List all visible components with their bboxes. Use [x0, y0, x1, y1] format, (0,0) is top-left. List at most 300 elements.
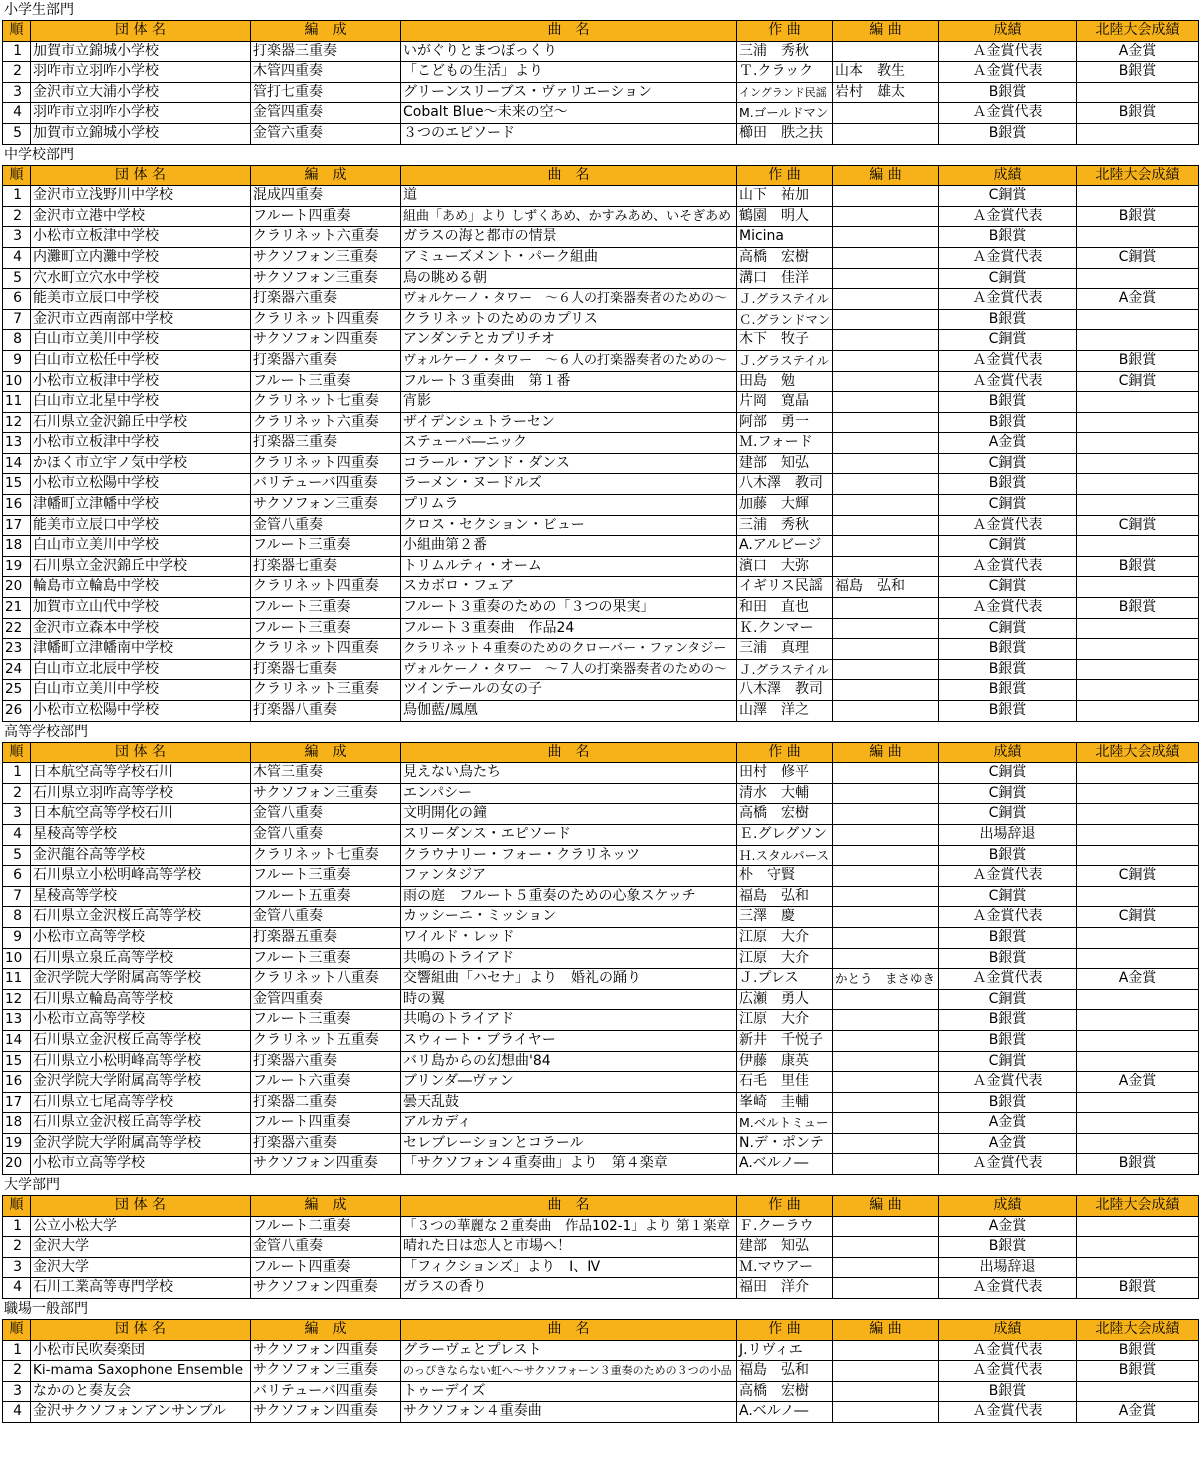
arranger-header: 編 曲 [833, 21, 939, 42]
composer-cell: 八木澤 教司 [737, 474, 833, 495]
piece-title-header: 曲 名 [401, 1196, 737, 1217]
group-name-cell: 小松市立板津中学校 [31, 433, 251, 454]
composer-cell: Ｊ.プレス [737, 969, 833, 990]
order-cell: 4 [3, 1402, 31, 1423]
piece-title-cell: ガラスの香り [401, 1278, 737, 1299]
hokuriku-result-cell: B銀賞 [1077, 1278, 1199, 1299]
group-name-cell: 石川県立金沢桜丘高等学校 [31, 907, 251, 928]
hokuriku-result-cell: B銀賞 [1077, 103, 1199, 124]
arranger-cell [833, 1257, 939, 1278]
piece-title-cell: グラーヴェとプレスト [401, 1340, 737, 1361]
result-cell: Ａ金賞代表 [939, 103, 1077, 124]
group-name-cell: 石川工業高等専門学校 [31, 1278, 251, 1299]
hokuriku-result-cell [1077, 639, 1199, 660]
result-cell: Ａ金賞代表 [939, 206, 1077, 227]
composer-header: 作 曲 [737, 165, 833, 186]
piece-title-cell: 見えない鳥たち [401, 763, 737, 784]
arranger-header: 編 曲 [833, 1196, 939, 1217]
hokuriku-result-cell [1077, 330, 1199, 351]
order-cell: 7 [3, 886, 31, 907]
table-row [3, 453, 1199, 474]
order-cell: 15 [3, 1051, 31, 1072]
order-cell: 17 [3, 1092, 31, 1113]
hokuriku-result-cell [1077, 82, 1199, 103]
composer-cell: 高橋 宏樹 [737, 804, 833, 825]
ensemble-cell: 打楽器七重奏 [251, 659, 401, 680]
hokuriku-result-cell: C銅賞 [1077, 907, 1199, 928]
section-3 [0, 722, 1200, 1175]
ensemble-cell: フルート三重奏 [251, 618, 401, 639]
arranger-cell [833, 886, 939, 907]
composer-cell: 片岡 寛晶 [737, 392, 833, 413]
group-name-header: 団 体 名 [31, 1320, 251, 1341]
group-name-cell: 能美市立辰口中学校 [31, 289, 251, 310]
ensemble-cell: サクソフォン四重奏 [251, 1402, 401, 1423]
piece-title-cell: 共鳴のトライアド [401, 948, 737, 969]
result-cell: C銅賞 [939, 268, 1077, 289]
hokuriku-result-cell [1077, 1237, 1199, 1258]
order-cell: 21 [3, 598, 31, 619]
result-cell: B銀賞 [939, 1381, 1077, 1402]
order-cell: 6 [3, 866, 31, 887]
composer-cell: Ｊ.グラステイル [737, 350, 833, 371]
composer-cell: 福島 弘和 [737, 1361, 833, 1382]
order-cell: 12 [3, 412, 31, 433]
arranger-cell [833, 1154, 939, 1175]
order-cell: 14 [3, 453, 31, 474]
result-cell: C銅賞 [939, 783, 1077, 804]
arranger-cell [833, 639, 939, 660]
hokuriku-result-cell [1077, 268, 1199, 289]
order-cell: 3 [3, 227, 31, 248]
table-row [3, 1092, 1199, 1113]
order-cell: 24 [3, 659, 31, 680]
composer-cell: A.ベルノ― [737, 1402, 833, 1423]
ensemble-cell: サクソフォン三重奏 [251, 495, 401, 516]
ensemble-cell: 金管八重奏 [251, 907, 401, 928]
piece-title-cell: Cobalt Blue～未来の空～ [401, 103, 737, 124]
ensemble-cell: クラリネット六重奏 [251, 227, 401, 248]
piece-title-cell: スリーダンス・エピソード [401, 824, 737, 845]
composer-cell: 山澤 洋之 [737, 701, 833, 722]
arranger-cell [833, 1133, 939, 1154]
arranger-cell [833, 1402, 939, 1423]
composer-cell: Ｊ.グラステイル [737, 289, 833, 310]
result-cell: Ａ金賞代表 [939, 62, 1077, 83]
piece-title-cell: のっぴきならない虹へ～サクソフォーン３重奏のための３つの小品 [401, 1361, 737, 1382]
order-cell: 5 [3, 845, 31, 866]
arranger-cell [833, 907, 939, 928]
arranger-cell [833, 1051, 939, 1072]
group-name-cell: 羽咋市立羽咋小学校 [31, 62, 251, 83]
order-cell: 8 [3, 907, 31, 928]
arranger-header: 編 曲 [833, 742, 939, 763]
piece-title-cell: ワイルド・レッド [401, 927, 737, 948]
table-row [3, 639, 1199, 660]
piece-title-cell: 道 [401, 186, 737, 207]
ensemble-header: 編 成 [251, 21, 401, 42]
group-name-cell: Ki-mama Saxophone Ensemble [31, 1361, 251, 1382]
ensemble-cell: 金管八重奏 [251, 804, 401, 825]
table-row [3, 1113, 1199, 1134]
ensemble-cell: クラリネット四重奏 [251, 309, 401, 330]
table-row [3, 969, 1199, 990]
piece-title-cell: クラリネットのためのカプリス [401, 309, 737, 330]
result-cell: C銅賞 [939, 886, 1077, 907]
ensemble-cell: サクソフォン三重奏 [251, 268, 401, 289]
piece-title-cell: アルカディ [401, 1113, 737, 1134]
group-name-cell: 金沢市立大浦小学校 [31, 82, 251, 103]
hokuriku-result-cell [1077, 1092, 1199, 1113]
group-name-cell: 小松市立板津中学校 [31, 371, 251, 392]
piece-title-cell: 曇天乱鼓 [401, 1092, 737, 1113]
hokuriku-result-header: 北陸大会成績 [1077, 21, 1199, 42]
piece-title-cell: トリムルティ・オーム [401, 556, 737, 577]
arranger-cell: 福島 弘和 [833, 577, 939, 598]
result-cell: Ａ金賞代表 [939, 1072, 1077, 1093]
ensemble-cell: フルート四重奏 [251, 1113, 401, 1134]
group-name-cell: 白山市立松任中学校 [31, 350, 251, 371]
result-cell: B銀賞 [939, 845, 1077, 866]
group-name-cell: 加賀市立山代中学校 [31, 598, 251, 619]
composer-cell: 阿部 勇一 [737, 412, 833, 433]
composer-cell: Ｔ.クラック [737, 62, 833, 83]
hokuriku-result-cell [1077, 412, 1199, 433]
result-header: 成績 [939, 742, 1077, 763]
piece-title-cell: スカボロ・フェア [401, 577, 737, 598]
group-name-cell: なかのと奏友会 [31, 1381, 251, 1402]
order-cell: 26 [3, 701, 31, 722]
hokuriku-result-cell [1077, 989, 1199, 1010]
order-cell: 2 [3, 206, 31, 227]
group-name-cell: 能美市立辰口中学校 [31, 515, 251, 536]
arranger-cell [833, 247, 939, 268]
table-row [3, 515, 1199, 536]
result-cell: Ａ金賞代表 [939, 247, 1077, 268]
piece-title-cell: 交響組曲「ハセナ」より 婚礼の踊り [401, 969, 737, 990]
group-name-cell: 白山市立美川中学校 [31, 536, 251, 557]
composer-cell: 高橋 宏樹 [737, 247, 833, 268]
result-cell: Ａ金賞代表 [939, 556, 1077, 577]
arranger-cell [833, 268, 939, 289]
arranger-cell [833, 392, 939, 413]
ensemble-cell: バリテューバ四重奏 [251, 474, 401, 495]
composer-cell: 三浦 秀秋 [737, 41, 833, 62]
hokuriku-result-cell [1077, 123, 1199, 144]
hokuriku-result-cell [1077, 474, 1199, 495]
table-row [3, 289, 1199, 310]
composer-cell: 八木澤 教司 [737, 680, 833, 701]
composer-cell: 溝口 佳洋 [737, 268, 833, 289]
order-cell: 4 [3, 103, 31, 124]
piece-title-cell: グリーンスリーブス・ヴァリエーション [401, 82, 737, 103]
composer-cell: Ｃ.グランドマン [737, 309, 833, 330]
table-row [3, 1340, 1199, 1361]
ensemble-cell: クラリネット六重奏 [251, 412, 401, 433]
piece-title-cell: ガラスの海と都市の情景 [401, 227, 737, 248]
result-cell: A金賞 [939, 433, 1077, 454]
order-cell: 13 [3, 433, 31, 454]
piece-title-cell: クラウナリー・フォー・クラリネッツ [401, 845, 737, 866]
ensemble-cell: 打楽器三重奏 [251, 433, 401, 454]
hokuriku-result-cell [1077, 495, 1199, 516]
hokuriku-result-cell: B銀賞 [1077, 1154, 1199, 1175]
arranger-cell [833, 804, 939, 825]
piece-title-cell: 「こどもの生活」より [401, 62, 737, 83]
result-cell: Ａ金賞代表 [939, 289, 1077, 310]
table-row [3, 989, 1199, 1010]
result-header: 成績 [939, 1196, 1077, 1217]
hokuriku-result-cell: A金賞 [1077, 41, 1199, 62]
arranger-header: 編 曲 [833, 1320, 939, 1341]
result-cell: B銀賞 [939, 227, 1077, 248]
composer-cell: イギリス民謡 [737, 577, 833, 598]
ensemble-cell: フルート三重奏 [251, 1010, 401, 1031]
table-row [3, 927, 1199, 948]
result-cell: B銀賞 [939, 1010, 1077, 1031]
result-cell: B銀賞 [939, 1092, 1077, 1113]
arranger-cell [833, 474, 939, 495]
piece-title-header: 曲 名 [401, 742, 737, 763]
composer-cell: 石毛 里佳 [737, 1072, 833, 1093]
table-row [3, 1154, 1199, 1175]
table-row [3, 268, 1199, 289]
result-cell: C銅賞 [939, 577, 1077, 598]
table-row [3, 350, 1199, 371]
hokuriku-result-cell [1077, 392, 1199, 413]
table-row [3, 1133, 1199, 1154]
arranger-cell [833, 1010, 939, 1031]
arranger-cell [833, 1278, 939, 1299]
arranger-cell [833, 763, 939, 784]
group-name-cell: 石川県立七尾高等学校 [31, 1092, 251, 1113]
piece-title-cell: 「３つの華麗な２重奏曲 作品102-1」より 第１楽章 [401, 1216, 737, 1237]
composer-cell: Micina [737, 227, 833, 248]
composer-cell: Ｈ.スタルパース [737, 845, 833, 866]
ensemble-cell: クラリネット七重奏 [251, 392, 401, 413]
header-row [3, 21, 1199, 42]
header-row [3, 165, 1199, 186]
piece-title-cell: プリムラ [401, 495, 737, 516]
composer-cell: 三澤 慶 [737, 907, 833, 928]
group-name-cell: 穴水町立穴水中学校 [31, 268, 251, 289]
table-row [3, 1278, 1199, 1299]
table-row [3, 433, 1199, 454]
piece-title-cell: 宵影 [401, 392, 737, 413]
table-row [3, 1361, 1199, 1382]
result-cell: B銀賞 [939, 639, 1077, 660]
group-name-cell: 日本航空高等学校石川 [31, 763, 251, 784]
composer-cell: 三浦 秀秋 [737, 515, 833, 536]
order-cell: 1 [3, 1340, 31, 1361]
group-name-header: 団 体 名 [31, 165, 251, 186]
result-cell: C銅賞 [939, 804, 1077, 825]
ensemble-cell: フルート三重奏 [251, 536, 401, 557]
table-row [3, 206, 1199, 227]
piece-title-cell: フルート３重奏のための「３つの果実」 [401, 598, 737, 619]
piece-title-cell: トゥーデイズ [401, 1381, 737, 1402]
piece-title-cell: バリ島からの幻想曲'84 [401, 1051, 737, 1072]
group-name-cell: 日本航空高等学校石川 [31, 804, 251, 825]
result-cell: 出場辞退 [939, 1257, 1077, 1278]
order-cell: 7 [3, 309, 31, 330]
arranger-cell: 岩村 雄太 [833, 82, 939, 103]
composer-cell: 山下 祐加 [737, 186, 833, 207]
section-title: 大学部門 [4, 1177, 60, 1194]
arranger-cell [833, 1030, 939, 1051]
ensemble-cell: 金管四重奏 [251, 103, 401, 124]
arranger-cell [833, 433, 939, 454]
arranger-cell [833, 824, 939, 845]
group-name-cell: 星稜高等学校 [31, 886, 251, 907]
table-row [3, 227, 1199, 248]
arranger-cell: かとう まさゆき [833, 969, 939, 990]
table-row [3, 474, 1199, 495]
ensemble-cell: フルート二重奏 [251, 1216, 401, 1237]
order-cell: 17 [3, 515, 31, 536]
arranger-cell [833, 659, 939, 680]
group-name-header: 団 体 名 [31, 21, 251, 42]
composer-cell: 建部 知弘 [737, 1237, 833, 1258]
group-name-cell: 金沢市立港中学校 [31, 206, 251, 227]
composer-cell: 建部 知弘 [737, 453, 833, 474]
hokuriku-result-cell [1077, 1381, 1199, 1402]
group-name-cell: 石川県立金沢錦丘中学校 [31, 556, 251, 577]
ensemble-cell: サクソフォン四重奏 [251, 1154, 401, 1175]
group-name-cell: 小松市立板津中学校 [31, 227, 251, 248]
piece-title-cell: セレブレーションとコラール [401, 1133, 737, 1154]
arranger-cell [833, 371, 939, 392]
ensemble-cell: サクソフォン三重奏 [251, 783, 401, 804]
piece-title-cell: 文明開化の鐘 [401, 804, 737, 825]
result-cell: C銅賞 [939, 618, 1077, 639]
result-cell: B銀賞 [939, 123, 1077, 144]
hokuriku-result-cell [1077, 309, 1199, 330]
table-row [3, 701, 1199, 722]
hokuriku-result-cell [1077, 1133, 1199, 1154]
group-name-cell: 金沢学院大学附属高等学校 [31, 1072, 251, 1093]
table-row [3, 907, 1199, 928]
piece-title-cell: 雨の庭 フルート５重奏のための心象スケッチ [401, 886, 737, 907]
ensemble-header: 編 成 [251, 1196, 401, 1217]
arranger-cell [833, 989, 939, 1010]
composer-cell: 濱口 大弥 [737, 556, 833, 577]
group-name-cell: 石川県立金沢錦丘中学校 [31, 412, 251, 433]
hokuriku-result-cell: C銅賞 [1077, 515, 1199, 536]
result-cell: Ａ金賞代表 [939, 598, 1077, 619]
hokuriku-result-cell [1077, 701, 1199, 722]
composer-header: 作 曲 [737, 21, 833, 42]
order-cell: 14 [3, 1030, 31, 1051]
ensemble-cell: サクソフォン三重奏 [251, 247, 401, 268]
table-row [3, 804, 1199, 825]
result-cell: C銅賞 [939, 1051, 1077, 1072]
group-name-cell: 小松市立高等学校 [31, 927, 251, 948]
piece-title-cell: サクソフォン４重奏曲 [401, 1402, 737, 1423]
order-cell: 25 [3, 680, 31, 701]
table-row [3, 1237, 1199, 1258]
table-row [3, 103, 1199, 124]
composer-cell: Ｍ.マウアー [737, 1257, 833, 1278]
table-row [3, 247, 1199, 268]
arranger-cell [833, 1113, 939, 1134]
hokuriku-result-cell: B銀賞 [1077, 598, 1199, 619]
hokuriku-result-cell: B銀賞 [1077, 1340, 1199, 1361]
ensemble-cell: 木管四重奏 [251, 62, 401, 83]
arranger-cell [833, 309, 939, 330]
result-cell: A金賞 [939, 1113, 1077, 1134]
hokuriku-result-cell [1077, 1030, 1199, 1051]
arranger-cell [833, 41, 939, 62]
order-cell: 22 [3, 618, 31, 639]
composer-cell: Ｊ.グラステイル [737, 659, 833, 680]
order-cell: 2 [3, 1237, 31, 1258]
header-row [3, 742, 1199, 763]
table-row [3, 1030, 1199, 1051]
table-row [3, 536, 1199, 557]
group-name-cell: 加賀市立錦城小学校 [31, 41, 251, 62]
composer-cell: 峯崎 圭輔 [737, 1092, 833, 1113]
composer-header: 作 曲 [737, 1320, 833, 1341]
ensemble-header: 編 成 [251, 742, 401, 763]
ensemble-cell: 打楽器六重奏 [251, 350, 401, 371]
table-row [3, 309, 1199, 330]
arranger-cell [833, 701, 939, 722]
ensemble-cell: クラリネット八重奏 [251, 969, 401, 990]
arranger-cell [833, 1216, 939, 1237]
result-cell: C銅賞 [939, 989, 1077, 1010]
order-cell: 6 [3, 289, 31, 310]
arranger-cell [833, 680, 939, 701]
group-name-cell: 石川県立羽咋高等学校 [31, 783, 251, 804]
ensemble-cell: 打楽器六重奏 [251, 1051, 401, 1072]
composer-cell: 清水 大輔 [737, 783, 833, 804]
hokuriku-result-cell [1077, 845, 1199, 866]
order-cell: 18 [3, 1113, 31, 1134]
ensemble-cell: サクソフォン三重奏 [251, 1361, 401, 1382]
section-title: 小学生部門 [4, 2, 74, 18]
hokuriku-result-cell [1077, 618, 1199, 639]
hokuriku-result-cell [1077, 886, 1199, 907]
hokuriku-result-cell: A金賞 [1077, 969, 1199, 990]
hokuriku-result-cell [1077, 824, 1199, 845]
arranger-cell [833, 1072, 939, 1093]
group-name-cell: 白山市立北星中学校 [31, 392, 251, 413]
ensemble-cell: 打楽器二重奏 [251, 1092, 401, 1113]
hokuriku-result-header: 北陸大会成績 [1077, 742, 1199, 763]
piece-title-cell: 時の翼 [401, 989, 737, 1010]
hokuriku-result-cell [1077, 536, 1199, 557]
ensemble-cell: フルート四重奏 [251, 1257, 401, 1278]
result-cell: C銅賞 [939, 186, 1077, 207]
arranger-cell [833, 598, 939, 619]
composer-cell: Ｆ.クーラウ [737, 1216, 833, 1237]
hokuriku-result-cell [1077, 1216, 1199, 1237]
result-cell: Ａ金賞代表 [939, 969, 1077, 990]
group-name-cell: 金沢学院大学附属高等学校 [31, 1133, 251, 1154]
table-row [3, 412, 1199, 433]
piece-title-cell: ３つのエピソード [401, 123, 737, 144]
composer-cell: イングランド民謡 [737, 82, 833, 103]
group-name-cell: 内灘町立内灘中学校 [31, 247, 251, 268]
ensemble-cell: クラリネット四重奏 [251, 577, 401, 598]
ensemble-cell: フルート三重奏 [251, 948, 401, 969]
composer-cell: 櫛田 胅之扶 [737, 123, 833, 144]
group-name-cell: 羽咋市立羽咋小学校 [31, 103, 251, 124]
group-name-cell: 小松市立高等学校 [31, 1154, 251, 1175]
piece-title-cell: ヴォルケーノ・タワー ～７人の打楽器奏者のための～ [401, 659, 737, 680]
composer-cell: Ｍ.フォード [737, 433, 833, 454]
